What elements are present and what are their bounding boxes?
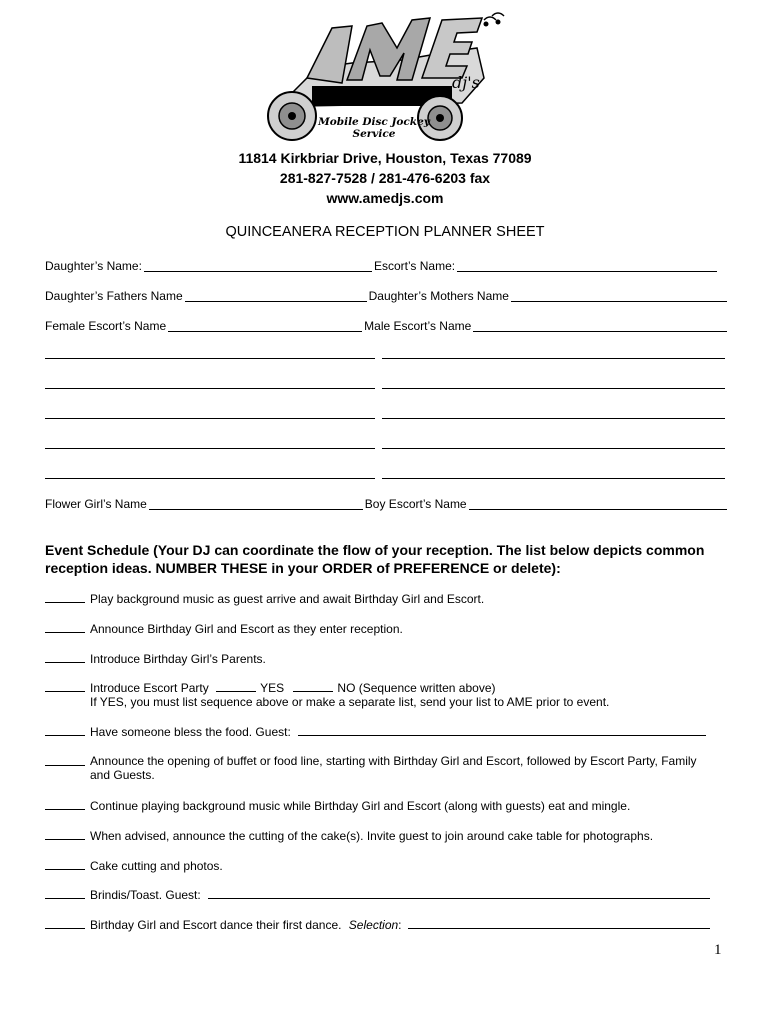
schedule-item [45,680,727,709]
row-parents [45,287,727,303]
blank-line-left[interactable] [45,388,375,389]
blank-line-left[interactable] [45,448,375,449]
schedule-item [45,858,727,873]
blank-line-left[interactable] [45,418,375,419]
schedule-item [45,724,727,739]
blank-line-pair [45,448,727,450]
order-blank[interactable] [45,621,85,633]
blank-line-pair [45,478,727,480]
blank-line-right[interactable] [382,358,725,359]
order-blank[interactable] [45,887,85,899]
schedule-item [45,917,727,932]
schedule-item [45,591,727,606]
order-blank[interactable] [45,917,85,929]
yes-label: YES [260,681,285,695]
address: 11814 Kirkbriar Drive, Houston, Texas 77089 [238,150,532,166]
event-schedule-heading: Event Schedule (Your DJ can coordinate the flow of your reception. The list below depicts common reception ideas. NUMBER THESE in your ORDER of PREFERENCE or delete): [45,542,705,576]
order-blank[interactable] [45,591,85,603]
logo-tagline: Mobile Disc Jockey Service [318,116,430,140]
schedule-item-text: Introduce Escort Party [90,681,209,695]
schedule-item [45,887,727,902]
male-escort-label: Male Escort’s Name [364,319,472,333]
daughters-name-label: Daughter’s Name: [45,259,142,273]
schedule-item-text: Brindis/Toast. Guest: [90,888,201,902]
order-blank[interactable] [45,651,85,663]
schedule-item [45,621,727,636]
ame-logo [262,8,512,143]
flower-girl-label: Flower Girl’s Name [45,497,147,511]
schedule-item [45,798,727,813]
order-blank[interactable] [45,828,85,840]
selection-colon: : [398,918,402,932]
order-blank[interactable] [45,798,85,810]
schedule-item-text: Have someone bless the food. Guest: [90,725,291,739]
blank-line-left[interactable] [45,358,375,359]
order-blank[interactable] [45,724,85,736]
escorts-name-label: Escort’s Name: [373,259,456,273]
schedule-item [45,828,727,843]
schedule-item-text: Continue playing background music while Birthday Girl and Escort (along with guests) eat and mingle. [90,799,631,813]
website[interactable]: www.amedjs.com [326,190,444,206]
female-escort-label: Female Escort’s Name [45,319,167,333]
mothers-name-field[interactable] [511,289,727,302]
schedule-item-text: Announce the opening of buffet or food line, starting with Birthday Girl and Escort, followed by Escort Party, Family and Guests. [90,754,697,782]
row-daughter-escort [45,257,727,273]
page-title: QUINCEANERA RECEPTION PLANNER SHEET [225,224,545,240]
order-blank[interactable] [45,754,85,766]
boy-escort-label: Boy Escort’s Name [364,497,467,511]
schedule-item-text: Introduce Birthday Girl’s Parents. [90,652,266,666]
yes-note: If YES, you must list sequence above or make a separate list, send your list to AME prior to event. [90,695,610,709]
order-blank[interactable] [45,858,85,870]
page-number: 1 [714,942,722,958]
schedule-item-text: Play background music as guest arrive and await Birthday Girl and Escort. [90,592,485,606]
male-escort-field[interactable] [473,319,727,332]
daughters-name-field[interactable] [144,259,372,272]
blank-line-right[interactable] [382,478,725,479]
selection-field[interactable] [408,917,710,929]
schedule-item-text: Announce Birthday Girl and Escort as they enter reception. [90,622,403,636]
schedule-item [45,754,727,782]
phone: 281-827-7528 / 281-476-6203 fax [279,170,491,186]
escorts-name-field[interactable] [457,259,717,272]
logo-suffix: dj's [452,73,480,92]
toast-guest-field[interactable] [208,887,710,899]
no-blank[interactable] [293,680,333,692]
yes-blank[interactable] [216,680,256,692]
blank-line-right[interactable] [382,388,725,389]
order-blank[interactable] [45,680,85,692]
schedule-item-text: When advised, announce the cutting of the cake(s). Invite guest to join around cake table for photographs. [90,829,654,843]
no-label: NO (Sequence written above) [337,681,496,695]
schedule-item [45,651,727,666]
row-escort-names [45,317,727,333]
row-flower-boy [45,495,727,511]
mothers-name-label: Daughter’s Mothers Name [368,289,509,303]
bless-guest-field[interactable] [298,724,706,736]
selection-label: Selection [348,918,399,932]
schedule-item-text: Cake cutting and photos. [90,859,223,873]
fathers-name-label: Daughter’s Fathers Name [45,289,183,303]
blank-line-pair [45,418,727,420]
flower-girl-field[interactable] [149,497,363,510]
schedule-item-text: Birthday Girl and Escort dance their first dance. [90,918,342,932]
female-escort-field[interactable] [168,319,362,332]
blank-line-pair [45,358,727,360]
blank-line-left[interactable] [45,478,375,479]
fathers-name-field[interactable] [185,289,367,302]
boy-escort-field[interactable] [469,497,727,510]
blank-line-pair [45,388,727,390]
blank-line-right[interactable] [382,418,725,419]
blank-line-right[interactable] [382,448,725,449]
